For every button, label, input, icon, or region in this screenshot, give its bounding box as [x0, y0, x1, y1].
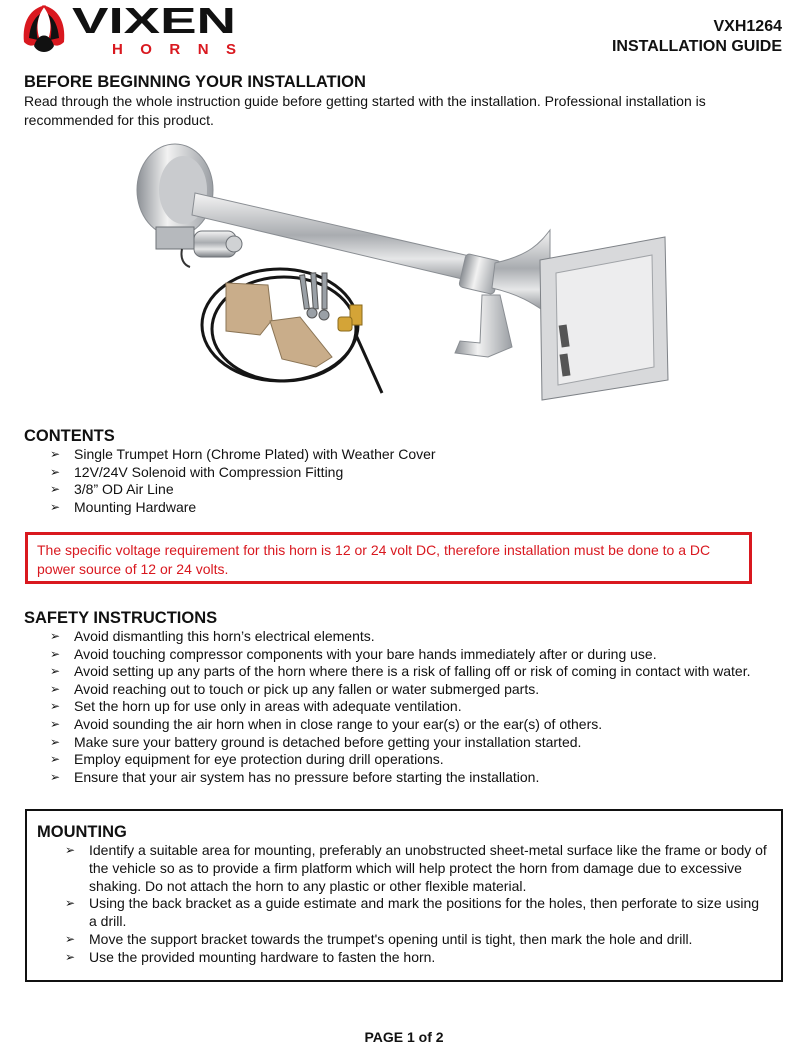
arrow-bullet-icon: ➢	[50, 499, 61, 514]
mounting-plate-1	[226, 283, 272, 335]
list-item: ➢ Avoid reaching out to touch or pick up any fallen or water submerged parts.	[50, 680, 540, 697]
mounting-plate-2	[270, 317, 332, 367]
mounting-title: MOUNTING	[37, 823, 127, 841]
doc-type: INSTALLATION GUIDE	[611, 38, 782, 55]
mounting-box	[25, 809, 783, 982]
contents-list	[24, 446, 784, 516]
list-item: ➢ Mounting Hardware	[50, 498, 197, 515]
list-item: ➢ Set the horn up for use only in areas with adequate ventilation.	[50, 698, 462, 715]
model-number: VXH1264	[713, 18, 782, 35]
mounting-bolts	[300, 273, 329, 320]
weather-cover	[540, 237, 668, 400]
arrow-bullet-icon: ➢	[65, 896, 76, 911]
before-title: BEFORE BEGINNING YOUR INSTALLATION	[24, 73, 366, 91]
list-item: ➢ Ensure that your air system has no pressure before starting the installation.	[50, 768, 540, 785]
horn-back-bell	[137, 144, 213, 236]
arrow-bullet-icon: ➢	[50, 482, 61, 497]
contents-title: CONTENTS	[24, 427, 115, 445]
arrow-bullet-icon: ➢	[50, 447, 61, 461]
list-item: ➢ 12V/24V Solenoid with Compression Fitting	[50, 463, 344, 480]
document-header	[612, 17, 782, 57]
list-item: ➢ Avoid setting up any parts of the horn where there is a risk of falling off or risk of coming in contact with water.	[50, 663, 751, 680]
horns-emblem-icon	[24, 5, 65, 52]
arrow-bullet-icon: ➢	[50, 769, 61, 784]
arrow-bullet-icon: ➢	[65, 949, 76, 964]
support-bracket	[455, 295, 512, 357]
vixen-horns-logo	[20, 2, 242, 58]
brand-name-bottom: HORNS	[112, 41, 236, 58]
list-item: ➢ Use the provided mounting hardware to fasten the horn.	[65, 948, 436, 965]
list-item: ➢ 3/8” OD Air Line	[50, 481, 174, 498]
safety-title: SAFETY INSTRUCTIONS	[24, 609, 218, 627]
before-section	[24, 72, 784, 130]
list-item: ➢ Single Trumpet Horn (Chrome Plated) with Weather Cover	[50, 446, 436, 462]
list-item: ➢ Move the support bracket towards the trumpet's opening until is tight, then mark the hole and drill.	[65, 930, 693, 947]
solenoid	[156, 227, 242, 267]
list-item: ➢ Avoid sounding the air horn when in close range to your ear(s) or the ear(s) of others.	[50, 715, 603, 732]
contents-section	[24, 426, 784, 516]
list-item: ➢ Make sure your battery ground is detached before getting your installation started.	[50, 733, 582, 750]
safety-list	[24, 628, 794, 786]
list-item: ➢ Identify a suitable area for mounting, preferably an unobstructed sheet-metal surface like the frame or body of the vehicle so as to provide a firm platform which will help protect the horn from damage due to excessive shaking. Do not attach the horn to any plastic or other flexible material.	[65, 842, 767, 894]
arrow-bullet-icon: ➢	[50, 464, 61, 479]
arrow-bullet-icon: ➢	[50, 646, 61, 661]
arrow-bullet-icon: ➢	[50, 752, 61, 767]
voltage-warning-box	[25, 532, 752, 584]
brand-name-top: VIXEN	[72, 2, 236, 41]
page-number: PAGE 1 of 2	[364, 1029, 444, 1045]
before-text: Read through the whole instruction guide before getting started with the installation. Professional installation is recommended for this product.	[24, 93, 706, 128]
arrow-bullet-icon: ➢	[65, 931, 76, 946]
voltage-warning-text: The specific voltage requirement for this horn is 12 or 24 volt DC, therefore installation must be done to a DC power source of 12 or 24 volts.	[37, 542, 711, 577]
mounting-list	[37, 842, 769, 967]
arrow-bullet-icon: ➢	[50, 734, 61, 749]
list-item: ➢ Avoid touching compressor components with your bare hands immediately after or during use.	[50, 645, 657, 662]
list-item: ➢ Employ equipment for eye protection during drill operations.	[50, 751, 444, 768]
arrow-bullet-icon: ➢	[50, 664, 61, 679]
safety-section	[24, 608, 794, 786]
arrow-bullet-icon: ➢	[50, 716, 61, 731]
arrow-bullet-icon: ➢	[65, 843, 76, 857]
list-item: ➢ Using the back bracket as a guide estimate and mark the positions for the holes, then perforate to size using a drill.	[65, 895, 760, 930]
arrow-bullet-icon: ➢	[50, 699, 61, 714]
arrow-bullet-icon: ➢	[50, 629, 61, 643]
product-photo	[120, 135, 680, 420]
arrow-bullet-icon: ➢	[50, 681, 61, 696]
list-item: ➢ Avoid dismantling this horn’s electrical elements.	[50, 628, 375, 644]
